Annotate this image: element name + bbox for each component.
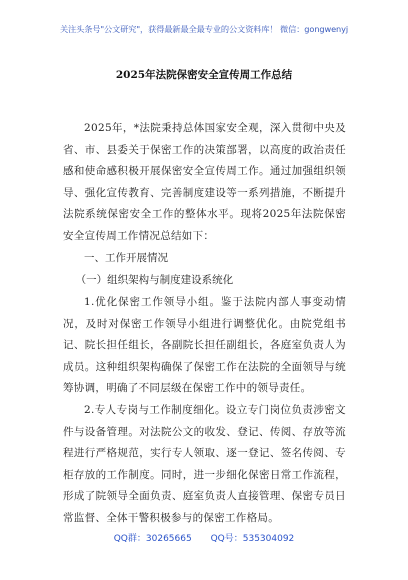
- intro-paragraph: 2025年，*法院秉持总体国家安全观，深入贯彻中央及省、市、县委关于保密工作的决策部署，以高度的政治责任感和使命感积极开展保密安全宣传周工作。通过加强组织领导、强化宣传教育、完善制度建设等一系列措施，不断提升法院系统保密安全工作的整体水平。现将2025年法院保密安全宣传周工作情况总结如下：: [63, 122, 346, 242]
- footer-qq-group: QQ群：30265665: [113, 534, 192, 544]
- subsection-heading: （一）组织架构与制度建设系统化: [75, 274, 234, 286]
- document-title: 2025年法院保密安全宣传周工作总结: [115, 69, 293, 81]
- point1-block: [63, 292, 346, 400]
- section-heading: 一、工作开展情况: [84, 252, 168, 264]
- header-banner: 关注头条号"公文研究"，获得最新最全最专业的公文资料库！ 微信：gongwenyj: [59, 24, 349, 34]
- footer-qq-number: QQ号：535304092: [210, 534, 295, 544]
- point1-paragraph: 1.优化保密工作领导小组。鉴于法院内部人事变动情况，及时对保密工作领导小组进行调整优化。由院党组书记、院长担任组长，各副院长担任副组长，各庭室负责人为成员。这种组织架构确保了保密工作在法院的全面领导与统筹协调，明确了不同层级在保密工作中的领导责任。: [63, 296, 346, 394]
- point2-block: [63, 400, 346, 529]
- point2-paragraph: 2.专人专岗与工作制度细化。设立专门岗位负责涉密文件与设备管理。对法院公文的收发、登记、传阅、存放等流程进行严格规范，实行专人领取、逐一登记、签名传阅、专柜存放的工作制度。同时，进一步细化保密日常工作流程，形成了院领导全面负责、庭室负责人直接管理、保密专员日常监督、全体干警积极参与的保密工作格局。: [63, 404, 346, 524]
- footer-contacts: [0, 531, 408, 544]
- intro-block: [63, 118, 346, 247]
